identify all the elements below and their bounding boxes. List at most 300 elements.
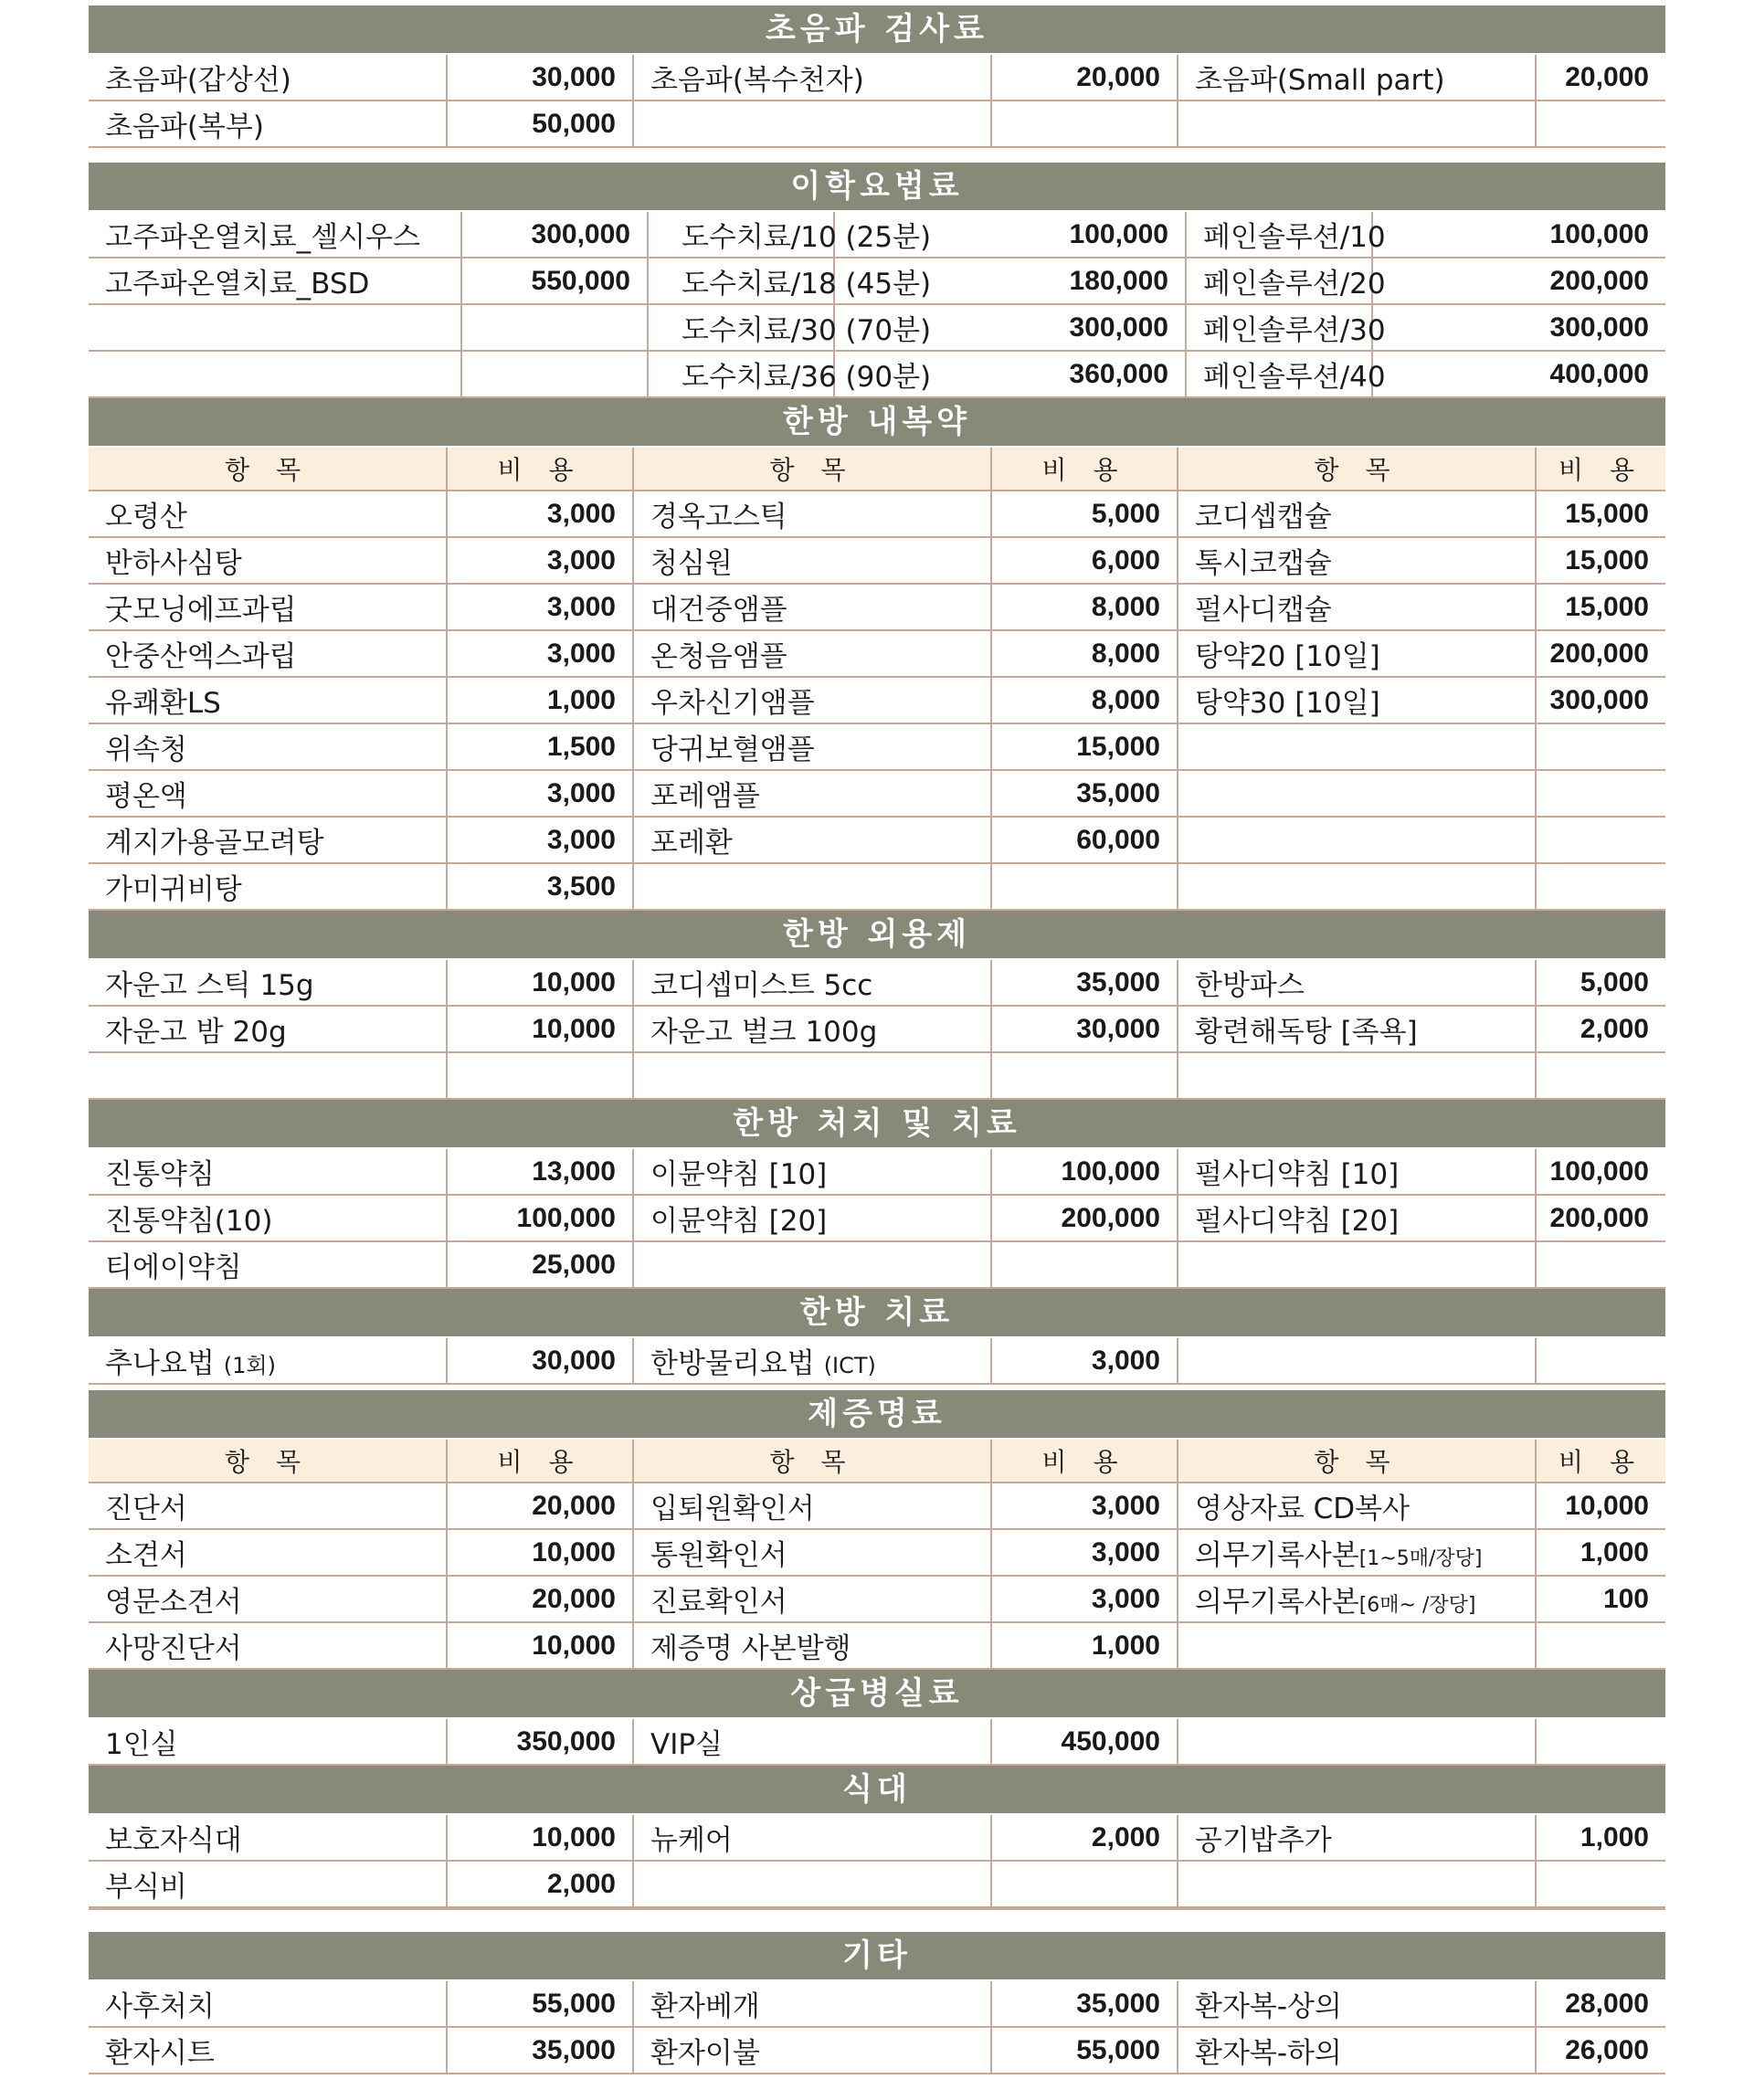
item-label: 황련해독탕 [족욕] [1195,1016,1418,1049]
item-name [1178,1006,1536,1052]
item-cost: 30,000 [447,55,633,100]
item-name [1178,1195,1536,1241]
section-title: 한방 치료 [89,1289,1665,1338]
item-label: 보호자식대 [105,1824,242,1857]
item-cost: 15,000 [991,723,1178,770]
item-label: 페인솔루션/40 [1203,361,1386,394]
item-cost: 3,000 [991,1576,1178,1622]
item-name [1178,1815,1536,1861]
item-label: 톡시코캡슐 [1195,547,1332,580]
item-cost [991,100,1178,147]
item-label: 환자복-상의 [1195,1990,1342,2023]
item-name [648,351,932,397]
item-cost: 2,000 [447,1861,633,1907]
item-label: 가미귀비탕 [105,873,242,906]
item-label: 초음파(갑상선) [105,64,291,97]
section-herbal-oral [89,398,1665,911]
item-name [1178,1241,1536,1288]
item-name [1178,1052,1536,1099]
table-row [89,1981,1665,2027]
item-label: 페인솔루션/20 [1203,268,1386,301]
item-cost: 300,000 [1536,677,1665,723]
item-name [1178,630,1536,677]
item-label: 오령산 [105,501,187,533]
item-cost: 450,000 [991,1719,1178,1765]
table-row [89,537,1665,584]
item-name [633,1719,991,1765]
fee-table [89,1981,1665,2074]
spacer [89,148,1665,163]
item-cost: 1,000 [1536,1529,1665,1576]
item-cost: 3,000 [991,1483,1178,1529]
item-cost [1536,817,1665,863]
item-label: 도수치료/18 (45분) [682,268,932,301]
item-label: 입퇴원확인서 [650,1493,815,1525]
table-row [89,723,1665,770]
item-label: 자운고 벌크 100g [650,1016,878,1049]
item-name [633,723,991,770]
fee-table [89,1149,1665,1289]
item-label: 진통약침(10) [105,1205,273,1238]
item-cost: 100,000 [1536,1149,1665,1195]
item-name [633,1576,991,1622]
item-label: 도수치료/30 (70분) [682,314,932,347]
table-row [89,491,1665,537]
item-label: 영상자료 CD복사 [1195,1493,1411,1525]
item-cost: 3,000 [447,491,633,537]
section-herbal-ext [89,911,1665,1100]
item-label: 사망진단서 [105,1632,242,1665]
item-label: 청심원 [650,547,733,580]
item-label: 코디셉캡슐 [1195,501,1332,533]
item-cost: 30,000 [447,1338,633,1384]
item-label: 의무기록사본 [1195,1539,1359,1572]
item-cost: 400,000 [1372,351,1665,397]
item-label: 진단서 [105,1493,187,1525]
item-name [89,863,447,910]
item-label: 펄사디약침 [20] [1195,1205,1400,1238]
item-label: 당귀보혈앰플 [650,733,815,766]
item-cost: 20,000 [1536,55,1665,100]
item-name [1178,2027,1536,2074]
item-label: 경옥고스틱 [650,501,787,533]
item-name [89,817,447,863]
item-label: 티에이약침 [105,1251,242,1284]
item-cost: 100,000 [834,212,1186,258]
item-label: 부식비 [105,1871,187,1904]
item-label: 고주파온열치료_BSD [105,268,370,301]
item-name [89,258,461,304]
item-cost: 35,000 [991,770,1178,817]
item-cost [1536,1719,1665,1765]
item-label: 통원확인서 [650,1539,787,1572]
item-name [1178,1622,1536,1669]
item-cost: 300,000 [461,212,648,258]
item-name [1186,304,1386,351]
item-cost: 200,000 [991,1195,1178,1241]
item-label: 초음파(복수천자) [650,64,864,97]
item-cost [1536,723,1665,770]
item-label: 이뮨약침 [20] [650,1205,828,1238]
item-name [633,960,991,1006]
column-header-item: 항 목 [1178,1440,1536,1483]
item-label: 초음파(복부) [105,111,264,143]
section-title: 한방 처치 및 치료 [89,1100,1665,1149]
item-cost [1536,100,1665,147]
item-cost: 10,000 [447,1006,633,1052]
column-header-item: 항 목 [633,1440,991,1483]
table-row [89,1195,1665,1241]
fee-table [89,1815,1665,1908]
section-rooms [89,1670,1665,1766]
item-cost [991,1861,1178,1907]
column-header-item: 항 목 [89,1440,447,1483]
section-etc [89,1932,1665,2074]
table-row [89,584,1665,630]
table-row [89,100,1665,147]
column-header-row [89,1440,1665,1483]
item-name [89,1576,447,1622]
item-label: 탕약30 [10일] [1195,687,1380,720]
item-name [89,1622,447,1669]
table-row [89,1483,1665,1529]
fee-table [89,1719,1665,1766]
item-name [633,1006,991,1052]
table-row [89,212,1665,258]
section-title: 제증명료 [89,1390,1665,1440]
column-header-cost: 비 용 [447,1440,633,1483]
item-note: (ICT) [823,1353,876,1378]
item-cost: 2,000 [991,1815,1178,1861]
item-cost: 10,000 [447,1622,633,1669]
item-cost: 15,000 [1536,537,1665,584]
item-label: 영문소견서 [105,1586,242,1619]
item-cost: 15,000 [1536,584,1665,630]
item-label: 이뮨약침 [10] [650,1158,828,1191]
item-cost: 5,000 [1536,960,1665,1006]
item-name [89,1815,447,1861]
item-cost [1536,863,1665,910]
item-cost: 60,000 [991,817,1178,863]
item-label: 포레환 [650,827,733,860]
item-name [89,1529,447,1576]
item-label: 온청음앰플 [650,640,787,673]
item-name [89,304,461,351]
item-cost: 3,000 [447,537,633,584]
item-name [648,212,932,258]
table-row [89,258,1665,304]
item-cost: 300,000 [834,304,1186,351]
item-cost: 10,000 [447,1529,633,1576]
item-name [633,1338,991,1384]
item-name [1178,817,1536,863]
item-name [633,630,991,677]
item-cost: 15,000 [1536,491,1665,537]
item-label: 포레앰플 [650,780,760,813]
column-header-cost: 비 용 [447,448,633,491]
item-name [89,1483,447,1529]
item-label: 진통약침 [105,1158,215,1191]
item-cost: 3,000 [991,1529,1178,1576]
item-cost: 1,500 [447,723,633,770]
item-cost: 3,500 [447,863,633,910]
item-name [89,2027,447,2074]
item-cost: 25,000 [447,1241,633,1288]
item-name [89,677,447,723]
item-cost: 3,000 [447,770,633,817]
item-cost: 28,000 [1536,1981,1665,2027]
item-cost: 8,000 [991,630,1178,677]
item-cost: 100,000 [1372,212,1665,258]
item-cost: 35,000 [447,2027,633,2074]
item-cost: 350,000 [447,1719,633,1765]
item-name [633,1052,991,1099]
item-name [89,770,447,817]
item-label: 페인솔루션/30 [1203,314,1386,347]
item-label: 우차신기앰플 [650,687,815,720]
item-label: 탕약20 [10일] [1195,640,1380,673]
item-name [1178,537,1536,584]
item-name [633,1483,991,1529]
fee-table [89,448,1665,911]
item-label: 안중산엑스과립 [105,640,297,673]
item-cost: 20,000 [991,55,1178,100]
item-label: 자운고 밤 20g [105,1016,287,1049]
item-label: 펄사디약침 [10] [1195,1158,1400,1191]
item-name [89,584,447,630]
table-row [89,1622,1665,1669]
item-label: 한방물리요법 [650,1347,815,1380]
item-name [1178,1149,1536,1195]
item-cost [991,1241,1178,1288]
item-cost: 1,000 [1536,1815,1665,1861]
item-label: 제증명 사본발행 [650,1632,851,1665]
item-label: 도수치료/10 (25분) [682,221,932,254]
item-cost: 180,000 [834,258,1186,304]
item-cost [991,1052,1178,1099]
table-row [89,1241,1665,1288]
fee-table [89,212,1665,398]
item-cost [1536,1052,1665,1099]
item-name [633,537,991,584]
item-cost [1536,770,1665,817]
item-cost [991,863,1178,910]
item-name [1186,258,1386,304]
item-name [633,1622,991,1669]
item-cost [447,1052,633,1099]
item-name [89,100,447,147]
item-cost: 5,000 [991,491,1178,537]
section-herbal-treat [89,1289,1665,1385]
item-label: 추나요법 [105,1347,215,1380]
table-row [89,960,1665,1006]
item-name [633,677,991,723]
item-name [1178,1981,1536,2027]
section-physio [89,163,1665,398]
item-label: 고주파온열치료_셀시우스 [105,221,420,254]
item-label: 페인솔루션/10 [1203,221,1386,254]
item-name [633,1241,991,1288]
item-name [89,630,447,677]
section-herbal-proc [89,1100,1665,1289]
item-name [89,723,447,770]
item-cost [1536,1861,1665,1907]
item-name [89,960,447,1006]
table-row [89,630,1665,677]
item-name [633,1149,991,1195]
fee-table [89,55,1665,148]
section-meals [89,1766,1665,1908]
item-cost: 8,000 [991,584,1178,630]
item-cost [1536,1338,1665,1384]
table-row [89,1052,1665,1099]
table-row [89,1006,1665,1052]
item-label: 위속청 [105,733,187,766]
item-cost: 100 [1536,1576,1665,1622]
section-title: 상급병실료 [89,1670,1665,1719]
item-name [1178,584,1536,630]
column-header-row [89,448,1665,491]
table-row [89,1815,1665,1861]
item-label: 환자베개 [650,1990,760,2023]
item-cost: 20,000 [447,1576,633,1622]
item-cost: 550,000 [461,258,648,304]
item-cost: 3,000 [447,584,633,630]
item-label: 소견서 [105,1539,187,1572]
item-name [1178,960,1536,1006]
item-name [1178,1529,1536,1576]
table-row [89,770,1665,817]
table-row [89,1719,1665,1765]
item-name [89,1241,447,1288]
item-cost: 3,000 [447,817,633,863]
item-label: 굿모닝에프과립 [105,594,297,627]
section-title: 이학요법료 [89,163,1665,212]
item-cost: 1,000 [991,1622,1178,1669]
item-name [1178,770,1536,817]
item-cost: 10,000 [447,1815,633,1861]
item-note: (1회) [223,1353,276,1378]
item-name [633,863,991,910]
item-name [89,55,447,100]
fee-table [89,1338,1665,1385]
item-cost: 8,000 [991,677,1178,723]
item-cost: 360,000 [834,351,1186,397]
item-name [633,584,991,630]
item-cost [1536,1241,1665,1288]
fee-table [89,1440,1665,1670]
item-cost [461,351,648,397]
section-certificates [89,1390,1665,1670]
item-label: 공기밥추가 [1195,1824,1332,1857]
item-name [89,1338,447,1384]
item-name [648,258,932,304]
item-cost: 200,000 [1536,630,1665,677]
item-name [1178,1576,1536,1622]
section-title: 초음파 검사료 [89,5,1665,55]
item-cost: 100,000 [991,1149,1178,1195]
item-name [633,817,991,863]
item-name [633,1529,991,1576]
item-name [633,1195,991,1241]
fee-schedule [89,5,1665,2074]
item-cost: 55,000 [447,1981,633,2027]
item-label: 반하사심탕 [105,547,242,580]
table-row [89,817,1665,863]
item-note: [6매~ /장당] [1358,1594,1476,1617]
item-label: 평온액 [105,780,187,813]
column-header-item: 항 목 [89,448,447,491]
item-name [1178,1338,1536,1384]
item-cost: 55,000 [991,2027,1178,2074]
item-label: 환자복-하의 [1195,2037,1342,2070]
item-name [89,1006,447,1052]
section-title: 식대 [89,1766,1665,1815]
item-name [1178,677,1536,723]
item-name [1178,491,1536,537]
item-cost: 20,000 [447,1483,633,1529]
table-row [89,304,1665,351]
item-label: 유쾌환LS [105,687,221,720]
column-header-cost: 비 용 [1536,1440,1665,1483]
item-label: 초음파(Small part) [1195,64,1445,97]
item-name [89,1149,447,1195]
item-note: [1~5매/장당] [1358,1547,1483,1570]
item-name [1178,100,1536,147]
item-cost: 1,000 [447,677,633,723]
item-name [1178,723,1536,770]
fee-table [89,960,1665,1100]
item-cost: 10,000 [447,960,633,1006]
item-name [89,1052,447,1099]
item-label: 환자시트 [105,2037,215,2070]
table-row [89,2027,1665,2074]
item-name [633,100,991,147]
item-name [648,304,932,351]
item-name [633,491,991,537]
item-name [89,1861,447,1907]
item-name [1178,1483,1536,1529]
item-name [89,1719,447,1765]
item-name [1178,863,1536,910]
table-row [89,1338,1665,1384]
item-label: 계지가용골모려탕 [105,827,324,860]
item-name [89,212,461,258]
item-name [1178,1861,1536,1907]
item-cost [1536,1622,1665,1669]
table-row [89,677,1665,723]
item-label: 코디셉미스트 5cc [650,969,873,1002]
item-name [1186,212,1386,258]
table-row [89,351,1665,397]
item-name [89,1195,447,1241]
table-row [89,1576,1665,1622]
item-cost: 200,000 [1536,1195,1665,1241]
item-name [89,351,461,397]
item-cost: 6,000 [991,537,1178,584]
item-label: 펄사디캡슐 [1195,594,1332,627]
item-cost: 300,000 [1372,304,1665,351]
item-label: 대건중앰플 [650,594,787,627]
item-name [633,770,991,817]
section-ultrasound [89,5,1665,148]
item-label: 도수치료/36 (90분) [682,361,932,394]
item-name [89,1981,447,2027]
section-title: 기타 [89,1932,1665,1981]
item-label: 자운고 스틱 15g [105,969,314,1002]
item-name [1178,55,1536,100]
item-name [1178,1719,1536,1765]
